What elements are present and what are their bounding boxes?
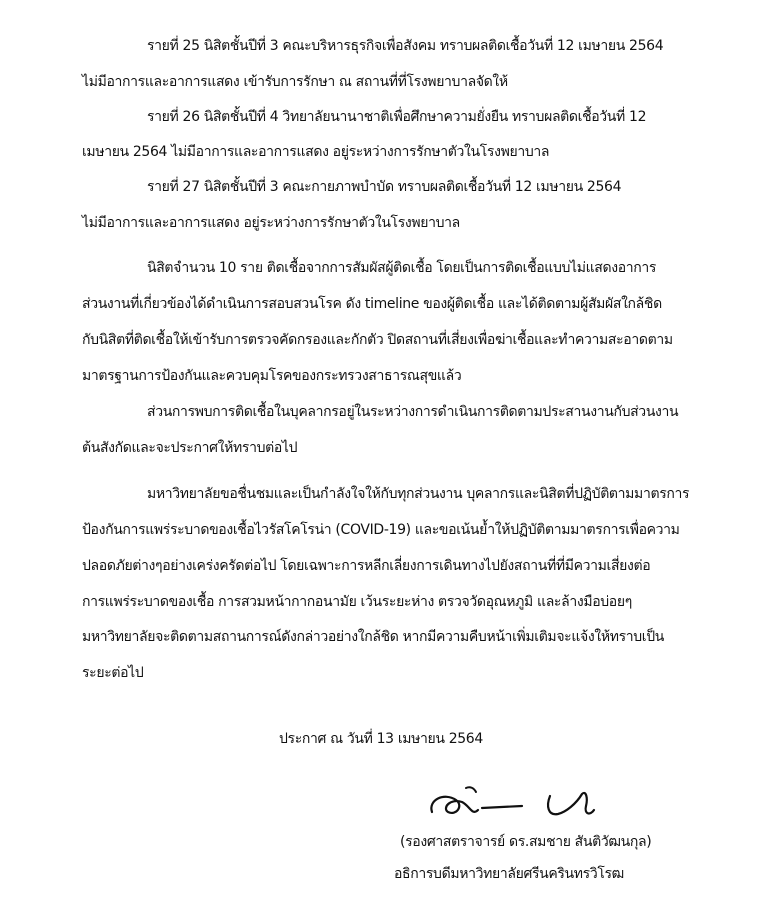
case-26-line-1: รายที่ 26 นิสิตชั้นปีที่ 4 วิทยาลัยนานาชาติเพื่อศึกษาความยั่งยืน ทราบผลติดเชื้อวันที่ 12 xyxy=(147,109,647,125)
contact-tracing-line-3: กับนิสิตที่ติดเชื้อให้เข้ารับการตรวจคัดกรองและกักตัว ปิดสถานที่เสี่ยงเพื่อฆ่าเชื้อและทำความสะอาดตาม xyxy=(82,332,673,348)
contact-tracing-line-4: มาตรฐานการป้องกันและควบคุมโรคของกระทรวงสาธารณสุขแล้ว xyxy=(82,368,462,384)
contact-tracing-line-2: ส่วนงานที่เกี่ยวข้องได้ดำเนินการสอบสวนโรค ดัง timeline ของผู้ติดเชื้อ และได้ติดตามผู้สัมผัสใกล้ชิด xyxy=(82,296,662,312)
signer-title: อธิการบดีมหาวิทยาลัยศรีนครินทรวิโรฒ xyxy=(394,866,624,882)
signer-name: (รองศาสตราจารย์ ดร.สมชาย สันติวัฒนกุล) xyxy=(400,834,652,850)
university-notice-line-5: มหาวิทยาลัยจะติดตามสถานการณ์ดังกล่าวอย่างใกล้ชิด หากมีความคืบหน้าเพิ่มเติมจะแจ้งให้ทราบเป็น xyxy=(82,629,665,645)
university-notice-line-1: มหาวิทยาลัยขอชื่นชมและเป็นกำลังใจให้กับทุกส่วนงาน บุคลากรและนิสิตที่ปฏิบัติตามมาตรการ xyxy=(147,486,690,502)
university-notice-line-6: ระยะต่อไป xyxy=(82,665,144,681)
case-27-line-2: ไม่มีอาการและอาการแสดง อยู่ระหว่างการรักษาตัวในโรงพยาบาล xyxy=(82,215,460,231)
case-27-line-1: รายที่ 27 นิสิตชั้นปีที่ 3 คณะกายภาพบำบัด ทราบผลติดเชื้อวันที่ 12 เมษายน 2564 xyxy=(147,179,622,195)
case-25-line-2: ไม่มีอาการและอาการแสดง เข้ารับการรักษา ณ สถานที่ที่โรงพยาบาลจัดให้ xyxy=(82,74,508,90)
signature xyxy=(426,782,616,826)
announcement-date: ประกาศ ณ วันที่ 13 เมษายน 2564 xyxy=(279,731,483,747)
university-notice-line-4: การแพร่ระบาดของเชื้อ การสวมหน้ากากอนามัย เว้นระยะห่าง ตรวจวัดอุณหภูมิ และล้างมือบ่อยๆ xyxy=(82,594,632,610)
contact-tracing-line-1: นิสิตจำนวน 10 ราย ติดเชื้อจากการสัมผัสผู้ติดเชื้อ โดยเป็นการติดเชื้อแบบไม่แสดงอาการ xyxy=(147,260,657,276)
case-26-line-2: เมษายน 2564 ไม่มีอาการและอาการแสดง อยู่ระหว่างการรักษาตัวในโรงพยาบาล xyxy=(82,144,550,160)
case-25-line-1: รายที่ 25 นิสิตชั้นปีที่ 3 คณะบริหารธุรกิจเพื่อสังคม ทราบผลติดเชื้อวันที่ 12 เมษายน 2564 xyxy=(147,38,664,54)
university-notice-line-2: ป้องกันการแพร่ระบาดของเชื้อไวรัสโคโรน่า (COVID-19) และขอเน้นย้ำให้ปฏิบัติตามมาตรการเพื่อความ xyxy=(82,522,680,538)
university-notice-line-3: ปลอดภัยต่างๆอย่างเคร่งครัดต่อไป โดยเฉพาะการหลีกเลี่ยงการเดินทางไปยังสถานที่ที่มีความเสี่ยงต่อ xyxy=(82,558,651,574)
staff-infection-line-1: ส่วนการพบการติดเชื้อในบุคลากรอยู่ในระหว่างการดำเนินการติดตามประสานงานกับส่วนงาน xyxy=(147,404,679,420)
staff-infection-line-2: ต้นสังกัดและจะประกาศให้ทราบต่อไป xyxy=(82,440,298,456)
